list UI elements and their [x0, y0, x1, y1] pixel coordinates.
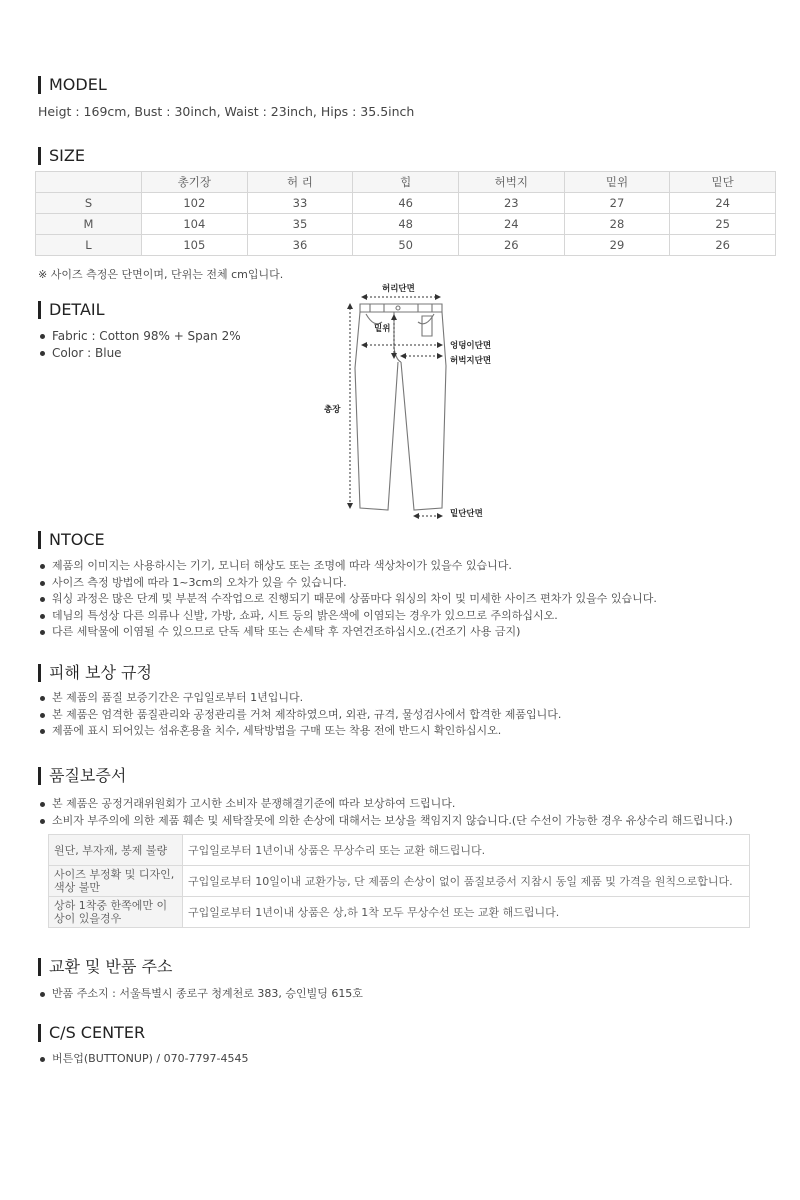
size-header-row [36, 172, 776, 193]
size-cell: 24 [458, 214, 564, 235]
size-header-cell: 힙 [353, 172, 459, 193]
label-waist: 허리단면 [382, 284, 415, 294]
size-row [36, 193, 776, 214]
label-hip: 엉덩이단면 [450, 341, 492, 351]
notice-item: 다른 세탁물에 이염될 수 있으므로 단독 세탁 또는 손세탁 후 자연건조하십시오.(건조기 사용 금지) [38, 624, 657, 641]
size-label: M [36, 214, 142, 235]
size-table [35, 171, 776, 256]
size-label: L [36, 235, 142, 256]
warranty-row [49, 835, 750, 866]
warranty-item: 본 제품은 공정거래위원회가 고시한 소비자 분쟁해결기준에 따라 보상하여 드립니다. [38, 796, 733, 813]
label-thigh: 허벅지단면 [450, 356, 492, 366]
size-cell: 35 [247, 214, 353, 235]
warranty-row-value: 구입일로부터 1년이내 상품은 무상수리 또는 교환 해드립니다. [183, 835, 750, 866]
warranty-list [38, 796, 733, 829]
label-hem: 밑단단면 [450, 509, 483, 519]
size-header-cell: 밑위 [564, 172, 670, 193]
exchange-list [38, 986, 363, 1003]
notice-item: 워싱 과정은 많은 단계 및 부분적 수작업으로 진행되기 때문에 상품마다 워싱의 차이 및 미세한 사이즈 편차가 있을수 있습니다. [38, 591, 657, 608]
cs-list [38, 1051, 249, 1068]
size-row [36, 235, 776, 256]
damage-list [38, 690, 561, 740]
pants-measurement-diagram [310, 278, 510, 523]
label-length: 총장 [324, 405, 341, 415]
damage-item: 본 제품의 품질 보증기간은 구입일로부터 1년입니다. [38, 690, 561, 707]
warranty-row [49, 866, 750, 897]
size-cell: 46 [353, 193, 459, 214]
dimension-lines [350, 297, 442, 516]
size-header-corner [36, 172, 142, 193]
size-cell: 28 [564, 214, 670, 235]
size-cell: 102 [142, 193, 248, 214]
size-cell: 26 [458, 235, 564, 256]
pants-outline [355, 304, 446, 510]
cs-contact: 버튼업(BUTTONUP) / 070-7797-4545 [38, 1051, 249, 1068]
label-rise: 밑위 [374, 324, 391, 334]
size-cell: 29 [564, 235, 670, 256]
model-info: Heigt : 169cm, Bust : 30inch, Waist : 23inch, Hips : 35.5inch [38, 104, 415, 119]
size-cell: 50 [353, 235, 459, 256]
model-title: MODEL [38, 76, 107, 94]
size-header-cell: 밑단 [670, 172, 776, 193]
damage-title: 피해 보상 규정 [38, 664, 152, 682]
size-note: ※ 사이즈 측정은 단면이며, 단위는 전체 cm입니다. [38, 268, 284, 281]
detail-title: DETAIL [38, 301, 105, 319]
notice-item: 사이즈 측정 방법에 따라 1~3cm의 오차가 있을 수 있습니다. [38, 575, 657, 592]
exchange-address: 반품 주소지 : 서울특별시 종로구 청계천로 383, 승인빌딩 615호 [38, 986, 363, 1003]
warranty-title: 품질보증서 [38, 767, 126, 785]
size-cell: 27 [564, 193, 670, 214]
warranty-item: 소비자 부주의에 의한 제품 훼손 및 세탁잘못에 의한 손상에 대해서는 보상을 책임지지 않습니다.(단 수선이 가능한 경우 유상수리 해드립니다.) [38, 813, 733, 830]
warranty-row-value: 구입일로부터 10일이내 교환가능, 단 제품의 손상이 없이 품질보증서 지참시 동일 제품 및 가격을 원칙으로합니다. [183, 866, 750, 897]
notice-item: 제품의 이미지는 사용하시는 기기, 모니터 해상도 또는 조명에 따라 색상차이가 있을수 있습니다. [38, 558, 657, 575]
detail-item-color: Color : Blue [38, 345, 241, 362]
size-cell: 24 [670, 193, 776, 214]
size-cell: 25 [670, 214, 776, 235]
size-header-cell: 허 리 [247, 172, 353, 193]
warranty-row-label: 원단, 부자재, 봉제 불량 [49, 835, 183, 866]
notice-item: 데님의 특성상 다른 의류나 신발, 가방, 쇼파, 시트 등의 밝은색에 이염되는 경우가 있으므로 주의하십시오. [38, 608, 657, 625]
warranty-row-label: 사이즈 부정확 및 디자인, 색상 불만 [49, 866, 183, 897]
size-cell: 104 [142, 214, 248, 235]
size-header-cell: 총기장 [142, 172, 248, 193]
damage-item: 본 제품은 엄격한 품질관리와 공정관리를 거쳐 제작하였으며, 외관, 규격, 물성검사에서 합격한 제품입니다. [38, 707, 561, 724]
size-cell: 26 [670, 235, 776, 256]
warranty-row-value: 구입일로부터 1년이내 상품은 상,하 1착 모두 무상수선 또는 교환 해드립니다. [183, 897, 750, 928]
warranty-row [49, 897, 750, 928]
warranty-table [48, 834, 750, 928]
size-cell: 105 [142, 235, 248, 256]
size-cell: 23 [458, 193, 564, 214]
notice-list [38, 558, 657, 641]
size-title: SIZE [38, 147, 85, 165]
size-cell: 33 [247, 193, 353, 214]
damage-item: 제품에 표시 되어있는 섬유혼용율 치수, 세탁방법을 구매 또는 착용 전에 반드시 확인하십시오. [38, 723, 561, 740]
size-row [36, 214, 776, 235]
cs-title: C/S CENTER [38, 1024, 145, 1042]
warranty-row-label: 상하 1착중 한쪽에만 이상이 있을경우 [49, 897, 183, 928]
detail-list [38, 328, 241, 362]
size-cell: 48 [353, 214, 459, 235]
exchange-title: 교환 및 반품 주소 [38, 958, 172, 976]
size-cell: 36 [247, 235, 353, 256]
size-header-cell: 허벅지 [458, 172, 564, 193]
size-label: S [36, 193, 142, 214]
detail-item-fabric: Fabric : Cotton 98% + Span 2% [38, 328, 241, 345]
notice-title: NTOCE [38, 531, 105, 549]
